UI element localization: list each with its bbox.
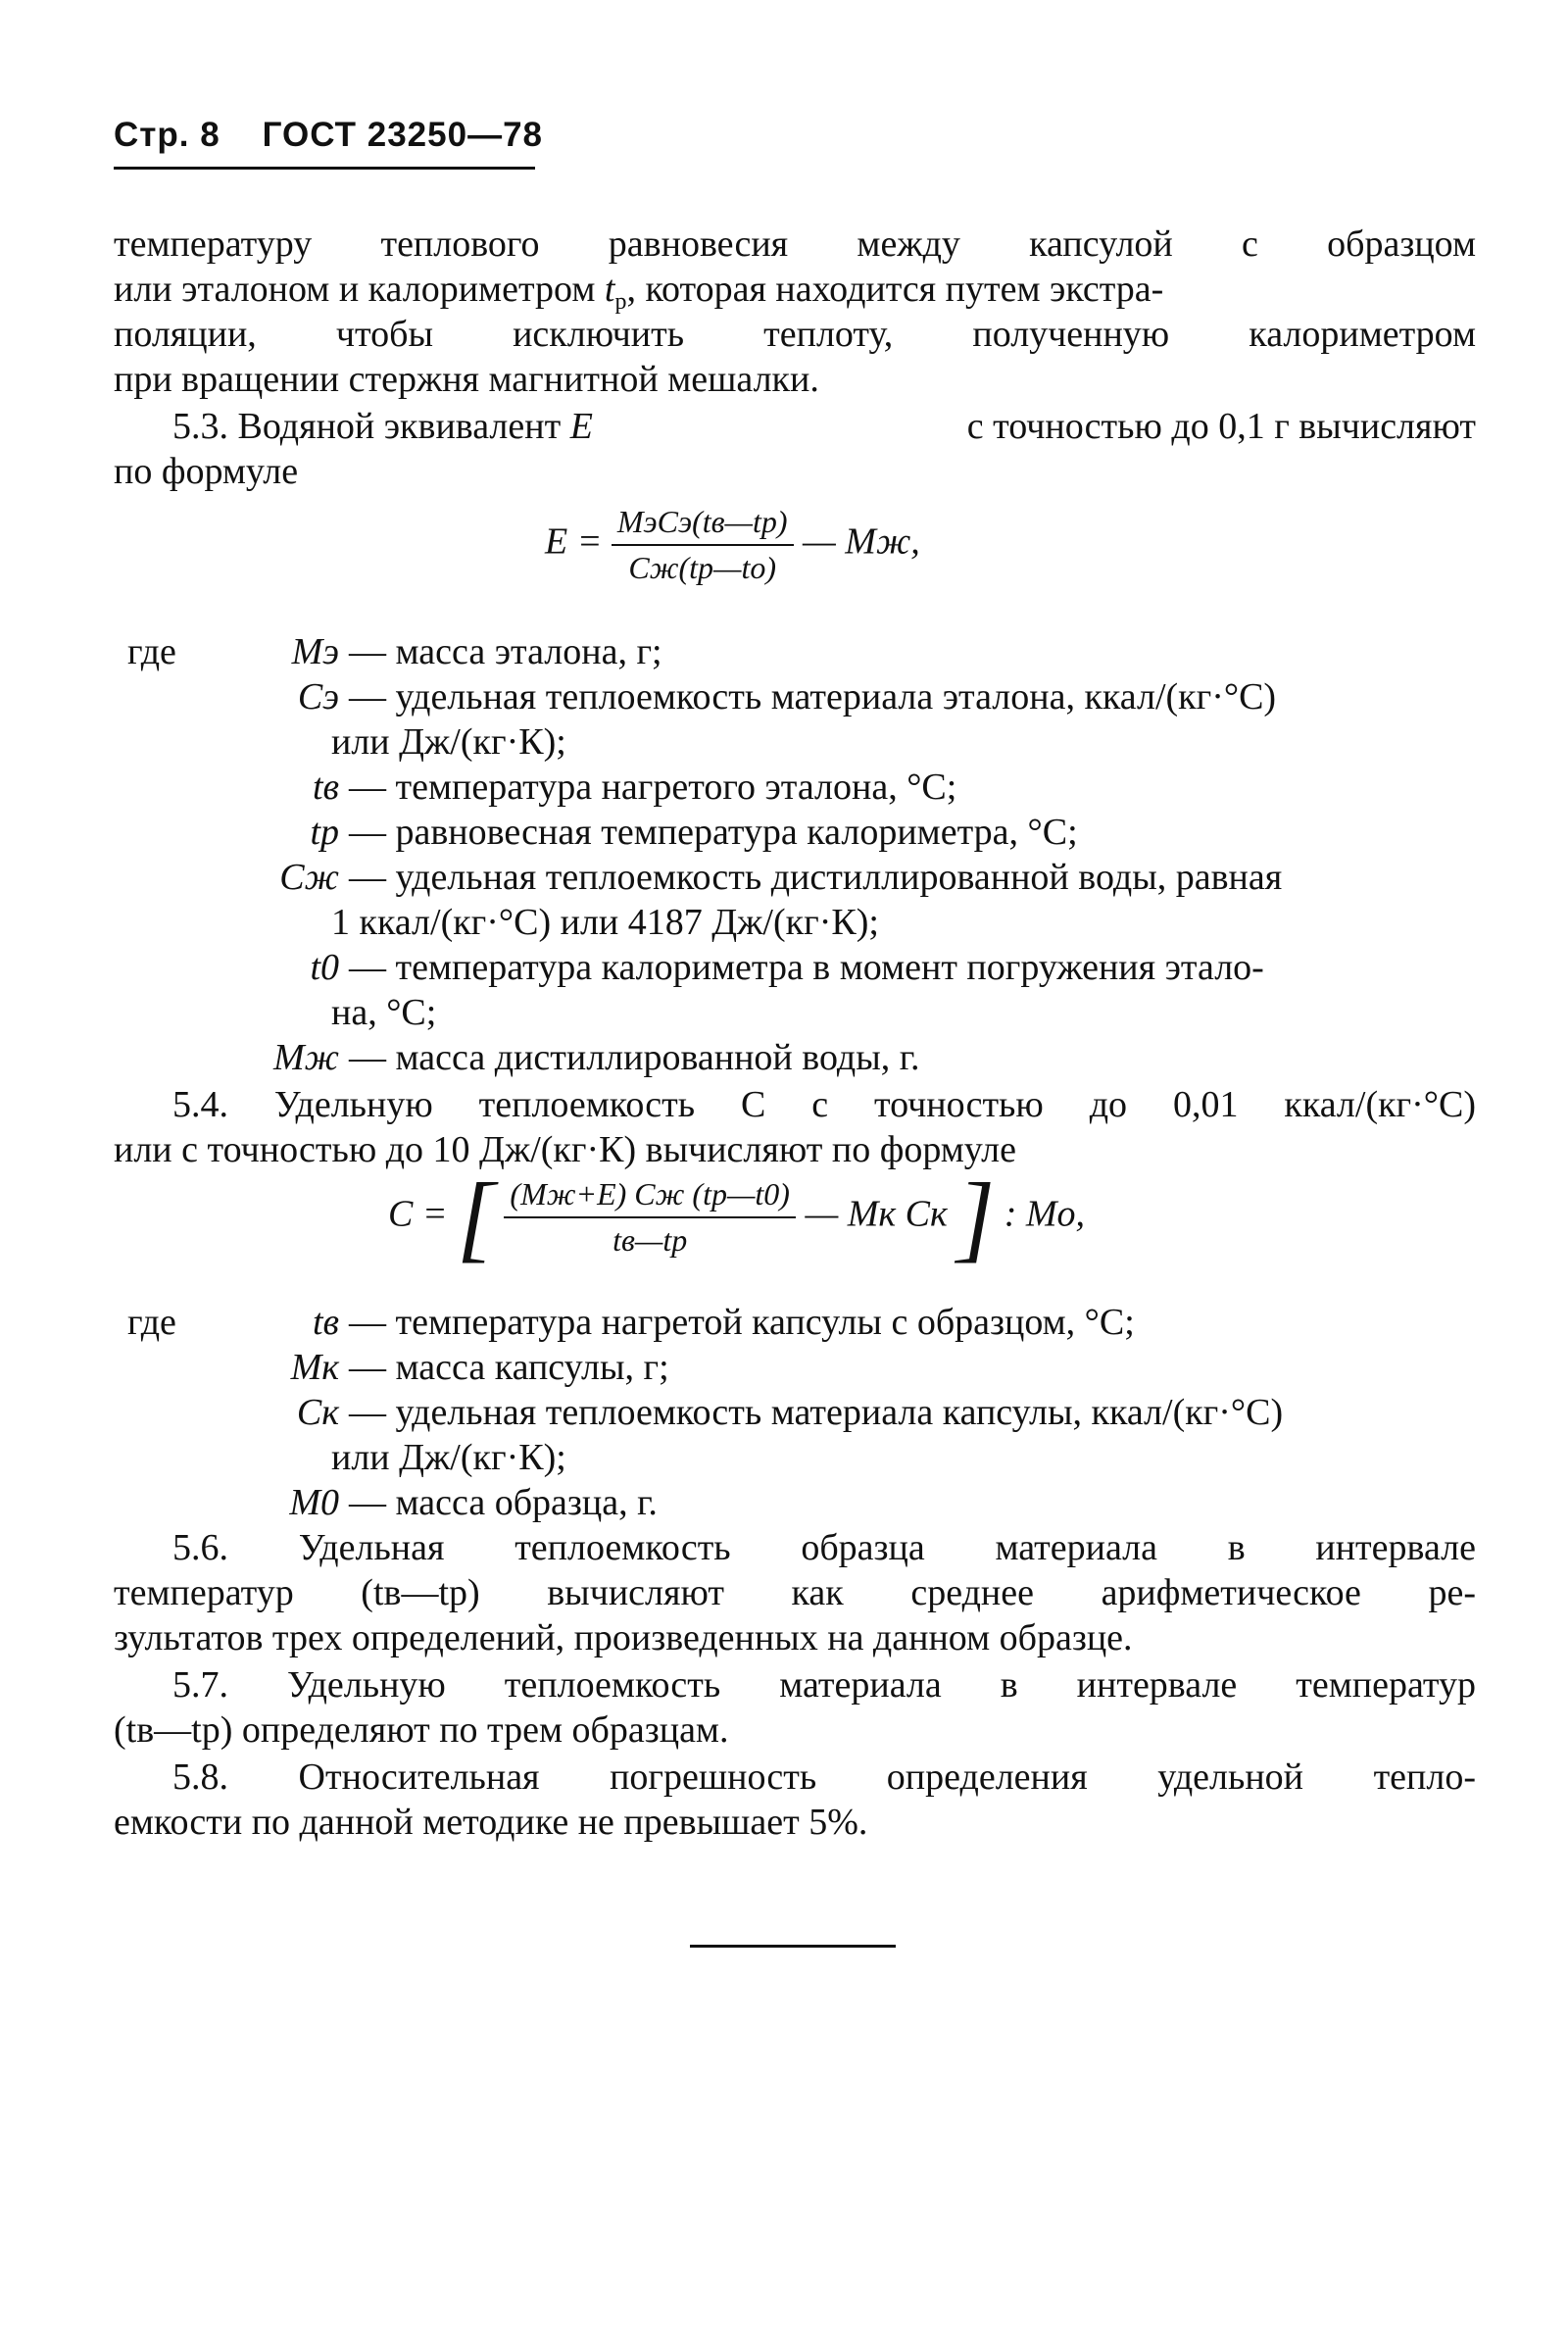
- section-5-6: 5.6. Удельная теплоемкость образца материала в интервале: [172, 1527, 1476, 1568]
- formula-bracket-left: [: [457, 1162, 495, 1271]
- text-line: при вращении стержня магнитной мешалки.: [114, 359, 819, 400]
- def-symbol: t0: [310, 947, 339, 988]
- def-symbol: Mк: [290, 1347, 339, 1388]
- def-text: — масса эталона, г;: [349, 631, 662, 672]
- text-line: или с точностью до 10 Дж/(кг·К) вычисляют по формуле: [114, 1129, 1016, 1170]
- def-text: — масса дистиллированной воды, г.: [349, 1037, 920, 1078]
- def-symbol: Mж: [272, 1037, 339, 1078]
- formula-specific-heat: [388, 1162, 1086, 1271]
- def-symbol: Cк: [296, 1392, 339, 1433]
- def-symbol: M0: [289, 1482, 339, 1523]
- def-continuation: или Дж/(кг·К);: [331, 721, 566, 763]
- text-fragment: или эталоном и калориметром $t_р$, которая находится путем экстра-: [114, 269, 1164, 315]
- def-symbol: Cж: [279, 857, 339, 898]
- text-line: (tв—tр) определяют по трем образцам.: [114, 1709, 729, 1751]
- formula-fraction: [504, 1176, 796, 1259]
- formula-denominator: Cж(tр—to): [628, 550, 777, 585]
- section-5-3: [114, 404, 1476, 449]
- section-5-7: 5.7. Удельную теплоемкость материала в интервале температур: [172, 1664, 1476, 1706]
- end-rule: [690, 1945, 896, 1948]
- def-text: — температура нагретого эталона, °С;: [349, 767, 957, 808]
- def-symbol: tв: [312, 1302, 339, 1343]
- text-line: по формуле: [114, 451, 299, 492]
- text-line: температур (tв—tр) вычисляют как среднее арифметическое ре-: [114, 1572, 1476, 1613]
- def-symbol: Mэ: [291, 631, 339, 672]
- text-line: температуру теплового равновесия между капсулой с образцом: [114, 223, 1476, 265]
- formula-tail: : Mо,: [1004, 1193, 1086, 1235]
- def-symbol: Cэ: [297, 676, 339, 717]
- def-continuation: 1 ккал/(кг·°С) или 4187 Дж/(кг·К);: [331, 902, 879, 943]
- formula-tail: — Mж,: [803, 520, 920, 563]
- def-text: — удельная теплоемкость дистиллированной воды, равная: [349, 857, 1283, 898]
- def-symbol: tв: [312, 767, 339, 808]
- formula-numerator: (Mж+E) Cж (tр—t0): [504, 1176, 796, 1218]
- def-text: — масса капсулы, г;: [349, 1347, 669, 1388]
- header-rule: [114, 167, 535, 170]
- section-5-4: 5.4. Удельную теплоемкость С с точностью до 0,01 ккал/(кг·°С): [172, 1084, 1476, 1125]
- page-number: Стр. 8: [114, 116, 220, 154]
- where-label: где: [127, 631, 176, 672]
- def-text: — температура нагретой капсулы с образцом, °С;: [349, 1302, 1135, 1343]
- text-fragment: 5.3. Водяной эквивалент E: [172, 406, 593, 447]
- formula-water-equivalent: [545, 504, 920, 586]
- def-continuation: на, °С;: [331, 992, 437, 1033]
- text-line: зультатов трех определений, произведенных на данном образце.: [114, 1617, 1133, 1658]
- text-fragment: с точностью до 0,1 г вычисляют: [966, 406, 1476, 447]
- page-header: [114, 116, 543, 155]
- def-text: — удельная теплоемкость материала эталона, ккал/(кг·°С): [349, 676, 1277, 717]
- standard-code: ГОСТ 23250—78: [262, 116, 543, 154]
- def-continuation: или Дж/(кг·К);: [331, 1437, 566, 1478]
- formula-fraction: [612, 504, 794, 586]
- where-label: где: [127, 1302, 176, 1343]
- def-text: — равновесная температура калориметра, °С;: [349, 812, 1078, 853]
- def-text: — температура калориметра в момент погружения этало-: [349, 947, 1264, 988]
- section-5-8: 5.8. Относительная погрешность определения удельной тепло-: [172, 1756, 1476, 1798]
- formula-denominator: tв—tр: [612, 1222, 688, 1258]
- def-text: — удельная теплоемкость материала капсулы, ккал/(кг·°С): [349, 1392, 1284, 1433]
- formula-numerator: MэCэ(tв—tр): [612, 504, 794, 546]
- formula-lhs: E =: [545, 520, 603, 563]
- def-symbol: tр: [310, 812, 339, 853]
- def-text: — масса образца, г.: [349, 1482, 658, 1523]
- formula-lhs: C =: [388, 1193, 448, 1235]
- formula-middle: — Mк Cк: [805, 1193, 948, 1235]
- formula-bracket-right: ]: [956, 1162, 996, 1271]
- text-line: емкости по данной методике не превышает 5%.: [114, 1802, 868, 1843]
- text-line: поляции, чтобы исключить теплоту, полученную калориметром: [114, 314, 1476, 355]
